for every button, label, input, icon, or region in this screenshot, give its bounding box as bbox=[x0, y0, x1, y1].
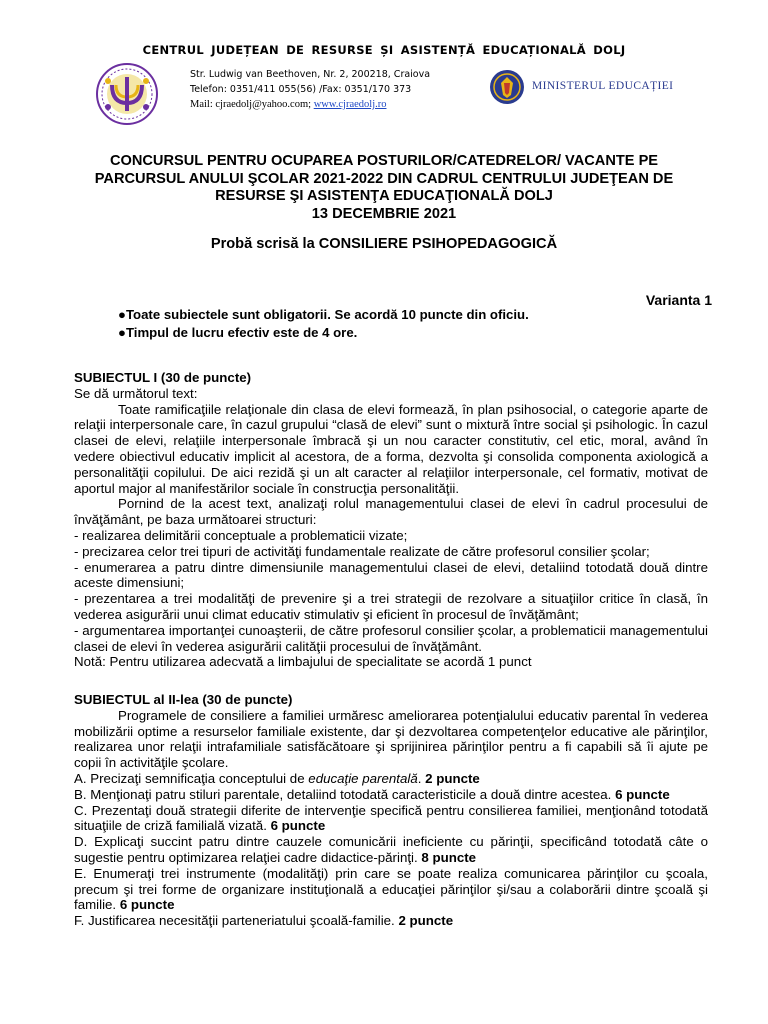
subject-1-task: Pornind de la acest text, analizaţi rolul managementului clasei de elevi în cadrul procesului de învăţământ, pe baza următoarei structuri: bbox=[74, 496, 708, 528]
subject-2-section bbox=[74, 692, 708, 929]
variant-label: Varianta 1 bbox=[645, 292, 712, 308]
subject-1-text: Toate ramificaţiile relaţionale din clasa de elevi formează, în plan psihosocial, o categorie aparte de relaţii interpersonale care, în cazul grupului “clasă de elevi” sunt o mixtură între social şi psihologic. În cazul clasei de elevi, relaţiile interpersonale îmbracă şi un nou caracter constitutiv, cel etic, moral, având în vedere obiectivul educativ implicit al acestora, de a forma, dezvolta şi consolida componenta axiologică a personalităţii copilului. De aici rezidă şi un alt caracter al relaţiilor interpersonale, cel formativ, motivat de aportul major al manifestărilor sociale în construcţia personalităţii. bbox=[74, 401, 708, 496]
question-d: D. Explicaţi succint patru dintre cauzele comunicării ineficiente cu părinţii, specificând totodată câte o sugestie pentru optimizarea relaţiei cadre didactice-părinţi. 8 puncte bbox=[74, 834, 708, 865]
document-title bbox=[40, 153, 728, 223]
question-e: E. Enumeraţi trei instrumente (modalităţi) prin care se poate realiza comunicarea părinţilor cu şcoala, precum şi trei forme de organizare instituţională a educaţiei părinţilor şi/sau a colaborării dintre şcoală şi familie. 6 puncte bbox=[74, 865, 708, 913]
question-f: F. Justificarea necesităţii parteneriatului şcoală-familie. 2 puncte bbox=[74, 913, 454, 929]
cjrae-logo bbox=[96, 63, 158, 125]
title-date: 13 DECEMBRIE 2021 bbox=[311, 205, 457, 222]
website-link[interactable]: www.cjraedolj.ro bbox=[313, 99, 387, 110]
title-line-3: RESURSE ŞI ASISTENŢA EDUCAŢIONALĂ DOLJ bbox=[215, 188, 553, 204]
question-b: B. Menţionaţi patru stiluri parentale, detaliind totodată caracteristicile a două dintre acestea. 6 puncte bbox=[74, 786, 670, 802]
phone-line: Telefon: 0351/411 055(56) /Fax: 0351/170 373 bbox=[190, 84, 412, 95]
points-label: 2 puncte bbox=[398, 913, 454, 929]
subject-1-item: - realizarea delimitării conceptuale a problematicii vizate; bbox=[74, 527, 408, 543]
subject-1-section bbox=[74, 370, 708, 670]
subject-1-item: - prezentarea a trei modalităţi de prevenire şi a trei strategii de rezolvare a situaţiilor critice în clasă, în vederea asigurării unui climat educativ stimulativ şi eficient în procesul de învăţământ; bbox=[74, 591, 708, 622]
subject-1-item: - argumentarea importanţei cunoaşterii, de către profesorul consilier şcolar, a problematicii managementului clasei de elevi în vederea asigurării calităţii procesului de învăţământ. bbox=[74, 622, 708, 654]
rule-item: ●Timpul de lucru efectiv este de 4 ore. bbox=[118, 325, 358, 340]
subject-2-heading: SUBIECTUL al II-lea (30 de puncte) bbox=[74, 692, 293, 707]
question-c: C. Prezentaţi două strategii diferite de intervenţie specifică pentru consilierea familiei, menţionând totodată situaţiile de criză familială vizată. 6 puncte bbox=[74, 802, 708, 834]
question-a: A. Precizaţi semnificaţia conceptului de educaţie parentală. 2 puncte bbox=[74, 770, 480, 786]
subject-1-heading: SUBIECTUL I (30 de puncte) bbox=[74, 370, 252, 385]
rule-item: ●Toate subiectele sunt obligatorii. Se acordă 10 puncte din oficiu. bbox=[118, 307, 529, 322]
subject-1-note: Notă: Pentru utilizarea adecvată a limbajului de specialitate se acordă 1 punct bbox=[74, 654, 532, 670]
title-line-1: CONCURSUL PENTRU OCUPAREA POSTURILOR/CATEDRELOR/ VACANTE PE bbox=[109, 153, 659, 169]
points-label: 6 puncte bbox=[270, 818, 326, 834]
points-label: 6 puncte bbox=[615, 786, 670, 802]
institution-name: CENTRUL JUDEȚEAN DE RESURSE ȘI ASISTENȚĂ EDUCAȚIONALĂ DOLJ bbox=[142, 43, 626, 57]
points-label: 6 puncte bbox=[119, 897, 175, 913]
subject-2-text: Programele de consiliere a familiei urmăresc ameliorarea potenţialului educativ parental în vederea mobilizării optime a resurselor familiale existente, dar şi dezvoltarea competenţelor educative ale părinţilor, realizarea unor relaţii intrafamiliale satisfăcătoare şi sprijinirea părinţilor pentru a fi capabili să îi ajute pe copii în activităţile şcolare. bbox=[74, 707, 708, 771]
title-line-2: PARCURSUL ANULUI ŞCOLAR 2021-2022 DIN CADRUL CENTRULUI JUDEŢEAN DE bbox=[94, 170, 674, 187]
rules-list bbox=[118, 306, 529, 342]
exam-subtitle: Probă scrisă la CONSILIERE PSIHOPEDAGOGICĂ bbox=[210, 236, 558, 252]
mail-text: Mail: cjraedolj@yahoo.com; bbox=[190, 99, 312, 110]
address-line: Str. Ludwig van Beethoven, Nr. 2, 200218, Craiova bbox=[190, 69, 431, 80]
contact-block bbox=[190, 67, 510, 112]
subject-1-intro: Se dă următorul text: bbox=[74, 385, 198, 401]
ministry-emblem-icon bbox=[489, 69, 525, 105]
points-label: 2 puncte bbox=[425, 770, 480, 786]
mail-line bbox=[190, 97, 510, 112]
ministry-name: MINISTERUL EDUCAȚIEI bbox=[532, 80, 674, 92]
subject-1-item: - precizarea celor trei tipuri de activităţi fundamentale realizate de către profesorul consilier şcolar; bbox=[74, 543, 650, 559]
points-label: 8 puncte bbox=[421, 849, 477, 865]
subject-1-item: - enumerarea a patru dintre dimensiunile managementului clasei de elevi, detaliind totodată două dintre aceste dimensiuni; bbox=[74, 559, 708, 591]
